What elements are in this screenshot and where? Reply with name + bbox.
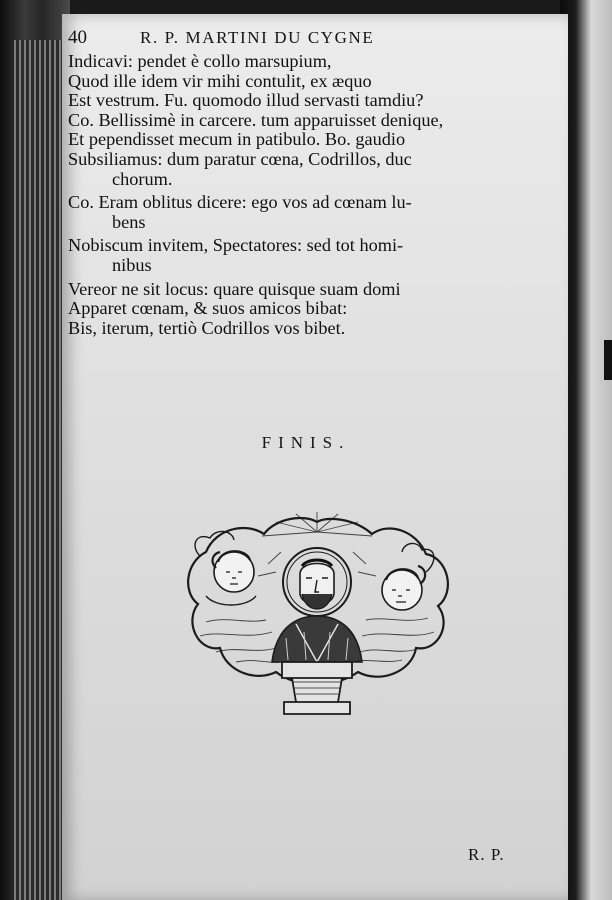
finis-heading: FINIS.: [261, 433, 351, 452]
cherub-left: [195, 531, 256, 605]
woodcut-bust-illustration: [176, 512, 458, 744]
verse-line-continuation: bens: [112, 211, 146, 232]
verse-line: Et pependisset mecum in patibulo. Bo. gaudio: [68, 129, 406, 150]
verse-line-continuation: nibus: [112, 254, 152, 275]
saint-robe: [272, 616, 362, 662]
verse-line: Indicavi: pendet è collo marsupium,: [68, 51, 332, 71]
verse-line: Quod ille idem vir mihi contulit, ex æquo: [68, 70, 372, 91]
facing-page-letter-fragment: [604, 340, 612, 380]
verse-line: Co. Bellissimè in carcere. tum apparuisset denique,: [68, 109, 444, 130]
verse-line: Nobiscum invitem, Spectatores: sed tot homi-: [68, 235, 404, 256]
verse-line: Bis, iterum, tertiò Codrillos vos bibet.: [68, 317, 346, 338]
verse-line: Apparet cœnam, & suos amicos bibat:: [68, 298, 348, 319]
verse-line: Co. Eram oblitus dicere: ego vos ad cœnam lu-: [68, 192, 412, 213]
verse-line: Est vestrum. Fu. quomodo illud servasti tamdiu?: [68, 90, 424, 111]
verse-line: Vereor ne sit locus: quare quisque suam domi: [68, 278, 401, 299]
verse-line-continuation: chorum.: [112, 168, 173, 189]
running-title: R. P. MARTINI DU CYGNE: [140, 28, 375, 47]
verse-line: Subsiliamus: dum paratur cœna, Codrillos, duc: [68, 148, 412, 169]
verse-text: [68, 52, 508, 338]
catchword: R. P.: [468, 845, 505, 864]
page-number: 40: [68, 27, 87, 48]
stacked-page-edges: [14, 40, 64, 900]
